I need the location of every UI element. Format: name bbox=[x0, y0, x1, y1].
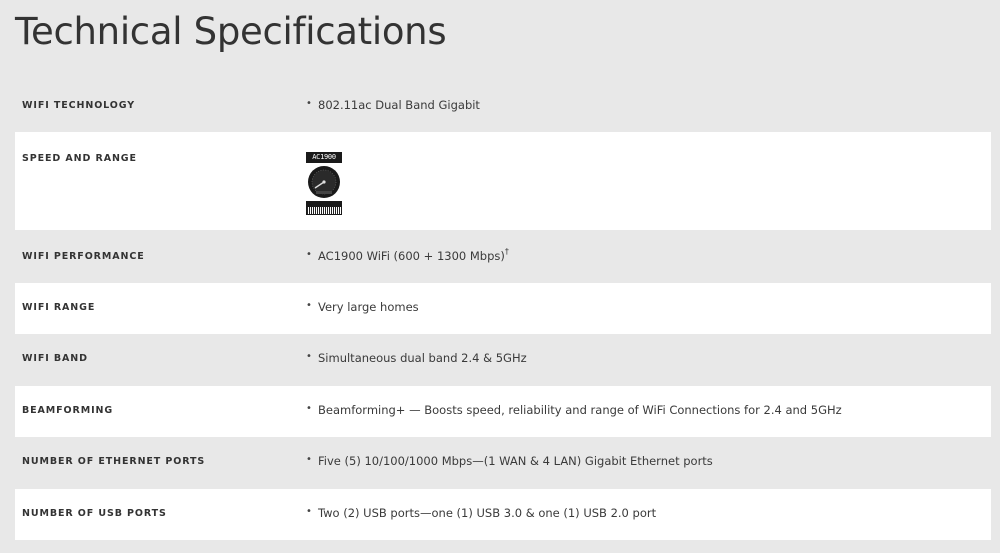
spec-value-text: Very large homes bbox=[318, 300, 419, 314]
spec-label: NUMBER OF ETHERNET PORTS bbox=[22, 456, 206, 467]
spec-label: SPEED AND RANGE bbox=[22, 153, 137, 164]
bullet-icon: • bbox=[306, 300, 312, 311]
bullet-icon: • bbox=[306, 506, 312, 517]
bullet-icon: • bbox=[306, 454, 312, 465]
spec-value bbox=[306, 132, 342, 215]
spec-row-speed-and-range bbox=[15, 132, 991, 230]
spec-value bbox=[306, 334, 527, 365]
spec-value-text: Beamforming+ — Boosts speed, reliability and range of WiFi Connections for 2.4 and 5GHz bbox=[318, 403, 842, 417]
spec-row-ethernet-ports bbox=[15, 437, 991, 489]
spec-label: BEAMFORMING bbox=[22, 405, 114, 416]
page-title: Technical Specifications bbox=[15, 10, 447, 53]
barcode-icon bbox=[306, 201, 342, 215]
spec-table bbox=[15, 79, 991, 540]
spec-label: WIFI PERFORMANCE bbox=[22, 251, 145, 262]
spec-label: WIFI TECHNOLOGY bbox=[22, 100, 136, 111]
spec-value bbox=[306, 437, 713, 468]
footnote-marker[interactable]: † bbox=[504, 247, 509, 256]
speedometer-icon bbox=[306, 163, 342, 201]
bullet-icon: • bbox=[306, 98, 312, 109]
spec-value bbox=[306, 79, 480, 112]
spec-value-text: Five (5) 10/100/1000 Mbps—(1 WAN & 4 LAN) Gigabit Ethernet ports bbox=[318, 454, 713, 468]
spec-value-text: Two (2) USB ports—one (1) USB 3.0 & one (1) USB 2.0 port bbox=[318, 506, 657, 520]
spec-label: WIFI RANGE bbox=[22, 302, 96, 313]
badge-label: AC1900 bbox=[306, 152, 342, 163]
spec-label: WIFI BAND bbox=[22, 353, 88, 364]
bullet-icon: • bbox=[306, 249, 312, 260]
spec-row-usb-ports bbox=[15, 489, 991, 540]
spec-value bbox=[306, 489, 656, 520]
spec-row-wifi-performance bbox=[15, 230, 991, 283]
bullet-icon: • bbox=[306, 403, 312, 414]
spec-label: NUMBER OF USB PORTS bbox=[22, 508, 167, 519]
spec-value-text: Simultaneous dual band 2.4 & 5GHz bbox=[318, 351, 527, 365]
bullet-icon: • bbox=[306, 351, 312, 362]
spec-row-beamforming bbox=[15, 386, 991, 437]
spec-value-text: AC1900 WiFi (600 + 1300 Mbps) bbox=[318, 249, 505, 263]
spec-row-wifi-technology bbox=[15, 79, 991, 132]
spec-row-wifi-range bbox=[15, 283, 991, 334]
spec-value bbox=[306, 283, 419, 314]
spec-row-wifi-band bbox=[15, 334, 991, 386]
spec-value bbox=[306, 230, 509, 263]
spec-value bbox=[306, 386, 842, 417]
speedometer-badge-icon bbox=[306, 152, 342, 215]
spec-value-text: 802.11ac Dual Band Gigabit bbox=[318, 98, 480, 112]
